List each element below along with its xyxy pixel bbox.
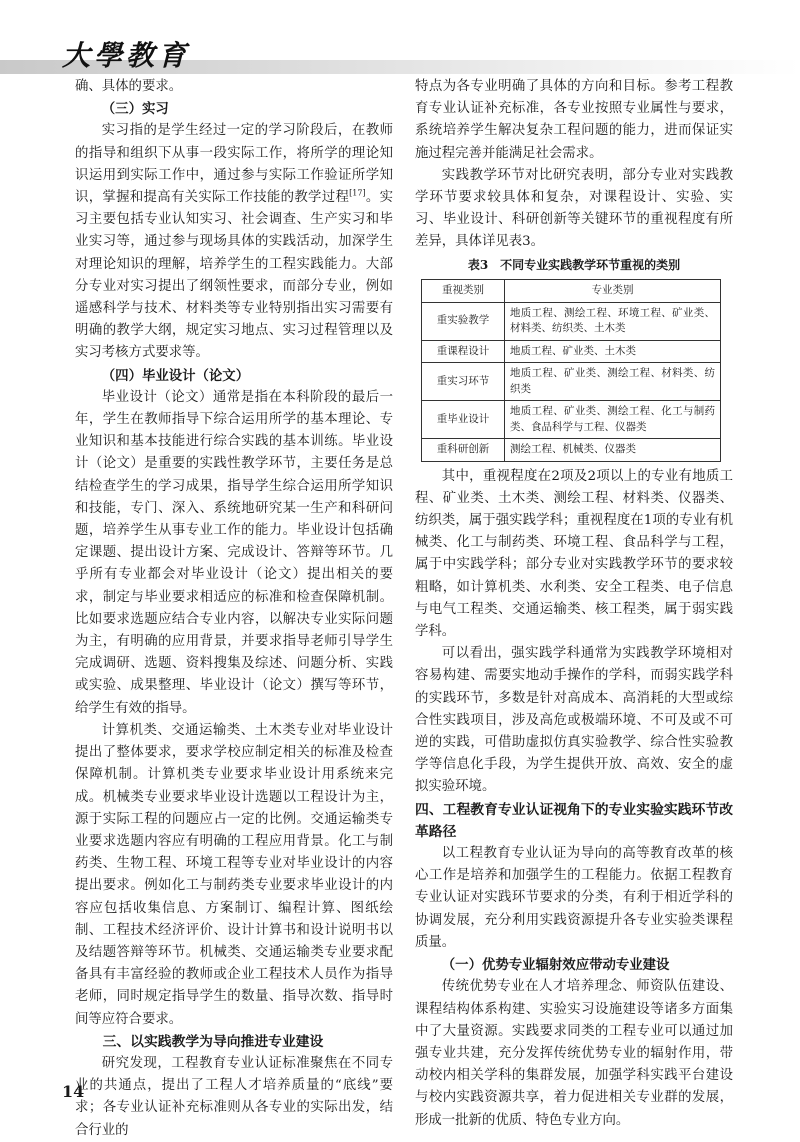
page-number: 14 [62, 1082, 85, 1101]
journal-logo: 大學教育 [62, 39, 191, 72]
paragraph: 实践教学环节对比研究表明，部分专业对实践教学环节要求较具体和复杂，对课程设计、实验、实习、毕业设计、科研创新等关键环节的重视程度有所差异，具体详见表3。 [415, 167, 733, 250]
table-caption: 表3 不同专业实践教学环节重视的类别 [467, 257, 681, 272]
paragraph: 确、具体的要求。 [75, 79, 183, 94]
paragraph: 以工程教育专业认证为导向的高等教育改革的核心工作是培养和加强学生的工程能力。依据工程教育专业认证对实践环节要求的分类，有利于相近学科的协调发展，充分利用实践资源提升各专业实验类课程质量。 [415, 846, 733, 950]
paragraph: 传统优势专业在人才培养理念、师资队伍建设、课程结构体系构建、实验实习设施建设等诸多方面集中了大量资源。实践要求同类的工程专业可以通过加强专业共建，充分发挥传统优势专业的辐射作用，带动校内相关学科的集群发展，加强学科实践平台建设与校内实践资源共享，着力促进相关专业群的发展，形成一批新的优质、特色专业方向。 [415, 979, 733, 1128]
paragraph-text: 实习指的是学生经过一定的学习阶段后，在教师的指导和组织下从事一段实际工作，将所学的理论知识运用到实际工作中，通过参与实际工作验证所学知识，掌握和提高有关实际工作技能的教学过程 [75, 123, 393, 206]
table-row [422, 363, 721, 401]
table-row [422, 340, 721, 363]
paragraph: 计算机类、交通运输类、土木类专业对毕业设计提出了整体要求，要求学校应制定相关的标准及检查保障机制。计算机类专业要求毕业设计用系统来完成。机械类专业要求毕业设计选题以工程设计为主，源于实际工程的问题应占一定的比例。交通运输类专业要求选题内容应有明确的工程应用背景。化工与制药类、生物工程、环境工程等专业对毕业设计的内容提出要求。例如化工与制药类专业要求毕业设计的内容应包括收集信息、方案制订、编程计算、图纸绘制、工程技术经济评价、设计计算书和设计说明书以及结题答辩等环节。机械类、交通运输类专业要求配备具有丰富经验的教师或企业工程技术人员作为指导老师，同时规定指导学生的数量、指导次数、指导时间等应符合要求。 [75, 722, 393, 1027]
subsection-heading: （三）实习 [101, 101, 169, 118]
table-cell: 重实验教学 [422, 302, 505, 340]
table-cell: 重课程设计 [422, 340, 505, 363]
table-row [422, 401, 721, 439]
paragraph: 可以看出，强实践学科通常为实践教学环境相对容易构建、需要实地动手操作的学科，而弱实践学科的实践环节，多数是针对高成本、高消耗的大型或综合性实践项目，涉及高危或极端环境、不可及或不可逆的实践，可借助虚拟仿真实验教学、综合性实验教学等信息化手段，为学生提供开放、高效、安全的虚拟实验环境。 [415, 646, 733, 795]
table-cell: 地质工程、测绘工程、环境工程、矿业类、材料类、纺织类、土木类 [505, 302, 721, 340]
table-cell: 重实习环节 [422, 363, 505, 401]
table-cell: 测绘工程、机械类、仪器类 [505, 439, 721, 462]
paragraph: 毕业设计（论文）通常是指在本科阶段的最后一年，学生在教师指导下综合运用所学的基本理论、专业知识和基本技能进行综合实践的基本训练。毕业设计（论文）是重要的实践性教学环节，主要任务是总结检查学生的学习成果，指导学生综合运用所学知识和技能，专门、深入、系统地研究某一生产和科研问题，培养学生从事专业工作的能力。毕业设计包括确定课题、提出设计方案、完成设计、答辩等环节。几乎所有专业都会对毕业设计（论文）提出相关的要求，制定与毕业要求相适应的标准和检查保障机制。比如要求选题应结合专业内容，以解决专业实际问题为主，有明确的应用背景，并要求指导老师引导学生完成调研、选题、资料搜集及综述、问题分析、实践或实验、成果整理、毕业设计（论文）撰写等环节，给学生有效的指导。 [75, 389, 393, 716]
table-cell: 重科研创新 [422, 439, 505, 462]
citation-ref: [17] [349, 188, 366, 198]
table-row [422, 302, 721, 340]
practice-category-table [421, 279, 721, 462]
table-header-cell: 专业类别 [505, 279, 721, 302]
table-cell: 地质工程、矿业类、测绘工程、材料类、纺织类 [505, 363, 721, 401]
table-header-row [422, 279, 721, 302]
paragraph: 其中，重视程度在2项及2项以上的专业有地质工程、矿业类、土木类、测绘工程、材料类、仪器类、纺织类，属于强实践学科；重视程度在1项的专业有机械类、化工与制药类、环境工程、食品科学与工程，属于中实践学科；部分专业对实践教学环节的要求较粗略，如计算机类、水利类、安全工程类、电子信息与电气工程类、交通运输类、核工程类，属于弱实践学科。 [415, 468, 733, 640]
paragraph: 特点为各专业明确了具体的方向和目标。参考工程教育专业认证补充标准，各专业按照专业属性与要求，系统培养学生解决复杂工程问题的能力，进而保证实施过程完善并能满足社会需求。 [415, 79, 733, 161]
table-cell: 地质工程、矿业类、测绘工程、化工与制药类、食品科学与工程、仪器类 [505, 401, 721, 439]
paragraph [75, 120, 393, 364]
paragraph-text: 。实习主要包括专业认知实习、社会调查、生产实习和毕业实习等，通过参与现场具体的实践活动，加深学生对理论知识的理解，培养学生的工程实践能力。大部分专业对实习提出了纲领性要求，而部分专业，例如遥感科学与技术、材料类等专业特别指出实习需要有明确的教学大纲，规定实习地点、实习过程管理以及实习考核方式要求等。 [75, 190, 394, 361]
table-cell: 重毕业设计 [422, 401, 505, 439]
table-header-cell: 重视类别 [422, 279, 505, 302]
section-heading: 三、以实践教学为导向推进专业建设 [102, 1033, 324, 1050]
left-column [75, 76, 393, 1142]
table-row [422, 439, 721, 462]
section-heading: 四、工程教育专业认证视角下的专业实验实践环节改革路径 [415, 801, 733, 840]
subsection-heading: （一）优势专业辐射效应带动专业建设 [441, 957, 670, 974]
paragraph: 研究发现，工程教育专业认证标准聚焦在不同专业的共通点，提出了工程人才培养质量的“底线”要求；各专业认证补充标准则从各专业的实际出发，结合行业的 [75, 1055, 393, 1138]
subsection-heading: （四）毕业设计（论文） [101, 367, 250, 384]
right-column [415, 76, 733, 1132]
table-cell: 地质工程、矿业类、土木类 [505, 340, 721, 363]
masthead [0, 0, 800, 80]
